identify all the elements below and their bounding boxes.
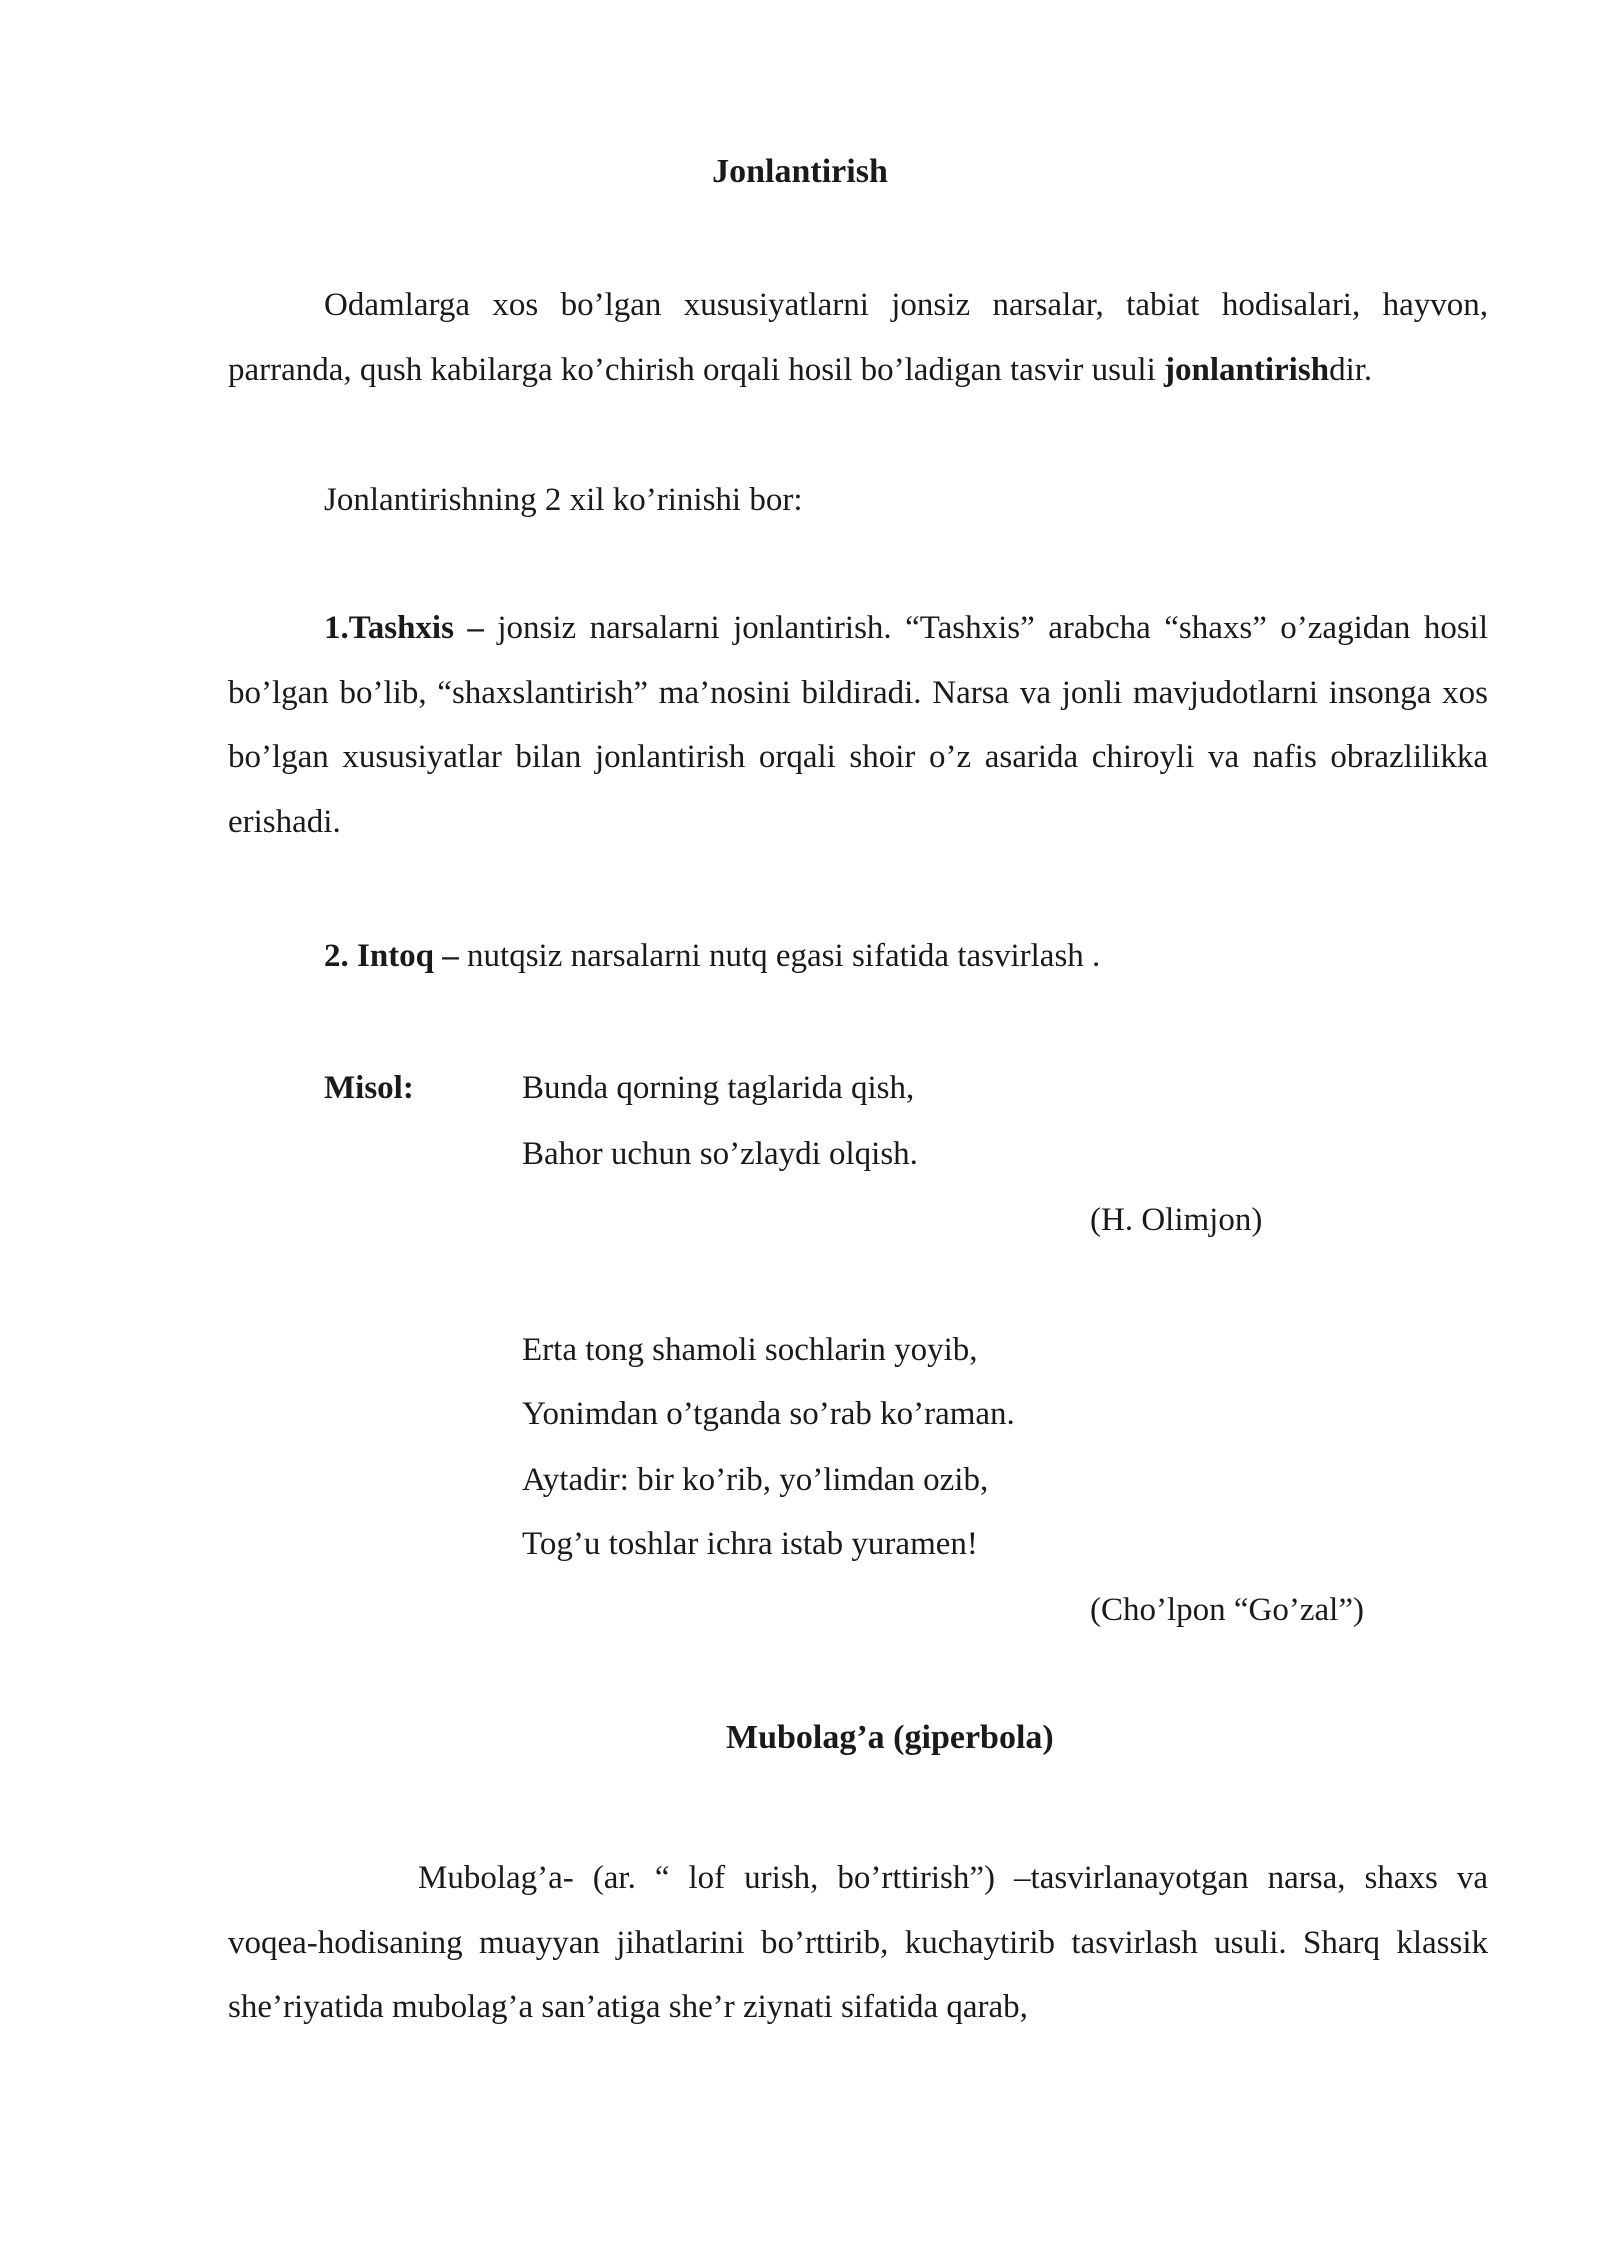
misol-label — [324, 1068, 414, 1108]
poem2-line-3: Aytadir: bir ko’rib, yo’limdan ozib, — [522, 1462, 989, 1498]
bold-term-jonlantirish: jonlantirish — [1164, 351, 1330, 388]
section-heading-jonlantirish: Jonlantirish — [712, 153, 888, 190]
section-heading-mubolaga: Mubolag’a (giperbola) — [726, 1719, 1054, 1756]
item-intoq-dash: – — [434, 938, 468, 974]
paragraph-types: Jonlantirishning 2 xil ko’rinishi bor: — [324, 482, 803, 518]
poem2-line-2: Yonimdan o’tganda so’rab ko’raman. — [522, 1396, 1015, 1432]
poem2-line-1: Erta tong shamoli sochlarin yoyib, — [522, 1332, 978, 1368]
paragraph-definition-text: Odamlarga xos bo’lgan xususiyatlarni jonsiz narsalar, tabiat hodisalari, hayvon, parranda, qush kabilarga ko’chirish orqali hosil bo’ladigan tasvir usuli — [228, 287, 1488, 388]
item-tashxis — [228, 596, 1488, 854]
item-intoq-text: nutqsiz narsalarni nutq egasi sifatida tasvirlash . — [467, 938, 1101, 974]
item-tashxis-dash: – — [453, 610, 498, 646]
poem1-author: (H. Olimjon) — [1090, 1202, 1263, 1238]
item-intoq — [324, 936, 1100, 976]
item-intoq-term: 2. Intoq — [324, 938, 435, 974]
poem1-line-1: Bunda qorning taglarida qish, — [522, 1070, 915, 1106]
item-tashxis-text: jonsiz narsalarni jonlantirish. “Tashxis” arabcha “shaxs” o’zagidan hosil bo’lgan bo’lib, “shaxslantirish” ma’nosini bildiradi. Narsa va jonli mavjudotlarni insonga xos bo’lgan xususiyatlar bilan jonlantirish orqali shoir o’z asarida chiroyli va nafis obrazlilikka erishadi. — [228, 610, 1488, 840]
poem1-line-2: Bahor uchun so’zlaydi olqish. — [522, 1136, 918, 1172]
paragraph-mubolaga: Mubolag’a- (ar. “ lof urish, bo’rttirish”) –tasvirlanayotgan narsa, shaxs va voqea-hodisaning muayyan jihatlarini bo’rttirib, kuchaytirib tasvirlash usuli. Sharq klassik she’riyatida mubolag’a san’atiga she’r ziynati sifatida qarab, — [228, 1860, 1488, 2025]
poem2-author: (Cho’lpon “Go’zal”) — [1090, 1592, 1364, 1628]
paragraph-definition — [228, 273, 1488, 402]
item-tashxis-term: 1.Tashxis — [324, 610, 454, 646]
paragraph-definition-tail: dir. — [1329, 351, 1373, 388]
poem2-line-4: Tog’u toshlar ichra istab yuramen! — [522, 1526, 978, 1562]
misol-label-text: Misol: — [324, 1070, 414, 1106]
